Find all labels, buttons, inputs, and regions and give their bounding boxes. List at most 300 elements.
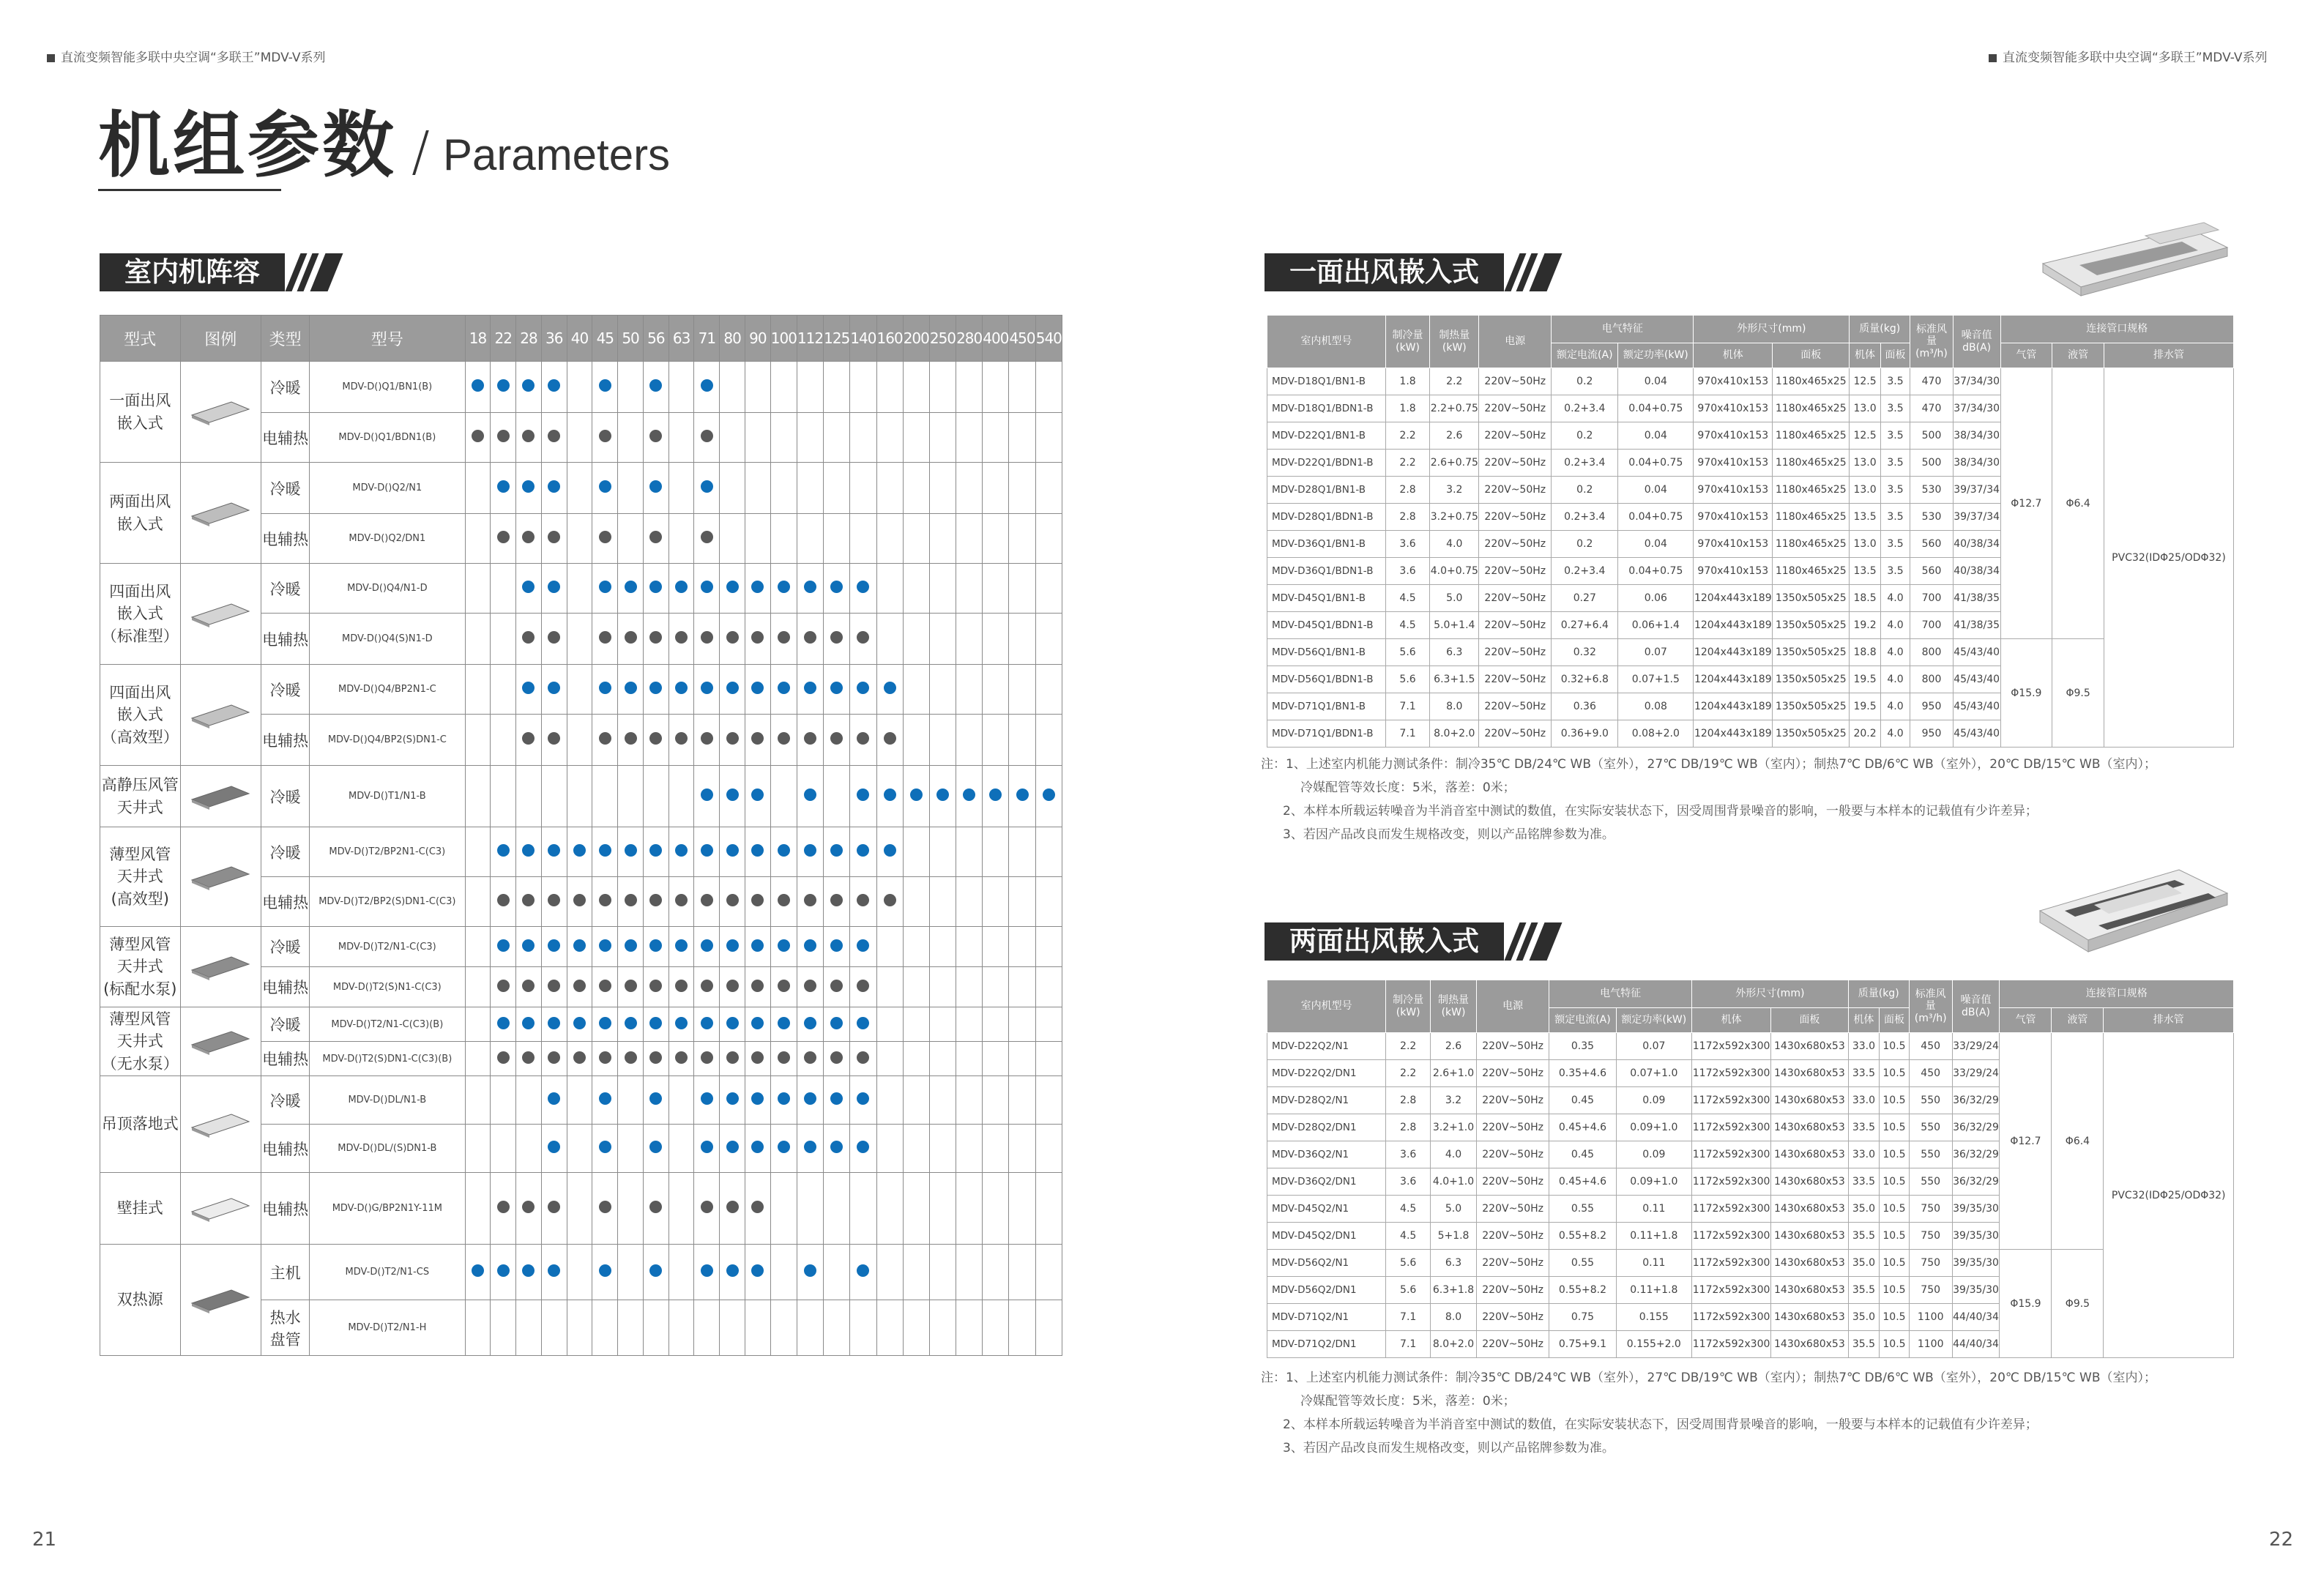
spec-cell: 45/43/40	[1953, 639, 2000, 666]
available-dot-blue	[726, 1264, 739, 1277]
spec-cell: 5.0+1.4	[1430, 612, 1479, 639]
capacity-cell	[1009, 827, 1035, 877]
spec-cell: 0.27+6.4	[1552, 612, 1618, 639]
model-number: MDV-D()Q1/BN1(B)	[310, 362, 465, 413]
capacity-cell	[903, 715, 929, 766]
capacity-header: 40	[567, 316, 592, 362]
spec-cell: 700	[1910, 585, 1954, 612]
available-dot-blue	[830, 1141, 843, 1153]
available-dot-blue	[778, 844, 790, 857]
capacity-cell	[592, 1245, 618, 1300]
capacity-cell	[1009, 362, 1035, 413]
capacity-cell	[770, 362, 797, 413]
function-type-label: 电辅热	[261, 1042, 310, 1076]
capacity-cell	[903, 1173, 929, 1245]
one-way-cassette-unit-image	[2036, 220, 2233, 300]
spec-cell: 1172x592x300	[1692, 1331, 1771, 1358]
capacity-cell	[850, 614, 876, 665]
function-type-label: 电辅热	[261, 715, 310, 766]
capacity-cell	[567, 413, 592, 463]
spec-cell: 35.0	[1848, 1250, 1880, 1277]
available-dot-blue	[778, 1141, 790, 1153]
available-dot-blue	[1043, 788, 1055, 801]
capacity-cell	[850, 1173, 876, 1245]
spec-cell: 1172x592x300	[1692, 1114, 1771, 1141]
capacity-cell	[956, 463, 983, 514]
capacity-cell	[797, 564, 823, 614]
spec-model: MDV-D22Q1/BDN1-B	[1267, 450, 1386, 477]
spec-cell: 1172x592x300	[1692, 1223, 1771, 1250]
capacity-cell	[541, 413, 567, 463]
lineup-row	[100, 1173, 1062, 1245]
model-number: MDV-D()T2/N1-H	[310, 1300, 465, 1356]
capacity-cell	[592, 1173, 618, 1245]
spec-model: MDV-D36Q2/N1	[1267, 1141, 1386, 1168]
spec-cell: 1100	[1909, 1331, 1952, 1358]
available-dot-blue	[804, 788, 816, 801]
capacity-cell	[541, 927, 567, 967]
capacity-header: 200	[903, 316, 929, 362]
capacity-cell	[824, 514, 850, 564]
spec-cell: 4.5	[1386, 1223, 1431, 1250]
spec-cell: 2.8	[1386, 1114, 1431, 1141]
available-dot-gray	[675, 894, 688, 906]
function-type-label: 冷暖	[261, 827, 310, 877]
spec-cell: 470	[1910, 368, 1954, 395]
th-panel-dim: 面板	[1773, 343, 1850, 368]
indoor-unit-icon	[189, 952, 252, 982]
available-dot-blue	[472, 379, 484, 392]
indoor-lineup-table	[100, 315, 1062, 1356]
capacity-cell	[694, 413, 720, 463]
spec-cell: 530	[1910, 477, 1954, 504]
capacity-cell	[745, 665, 771, 715]
spec-cell: 220V~50Hz	[1476, 1168, 1549, 1196]
capacity-cell	[720, 614, 745, 665]
available-dot-blue	[751, 682, 764, 694]
capacity-cell	[592, 665, 618, 715]
spec-model: MDV-D56Q1/BDN1-B	[1267, 666, 1386, 693]
available-dot-gray	[548, 894, 560, 906]
capacity-cell	[541, 362, 567, 413]
spec-cell: 0.75+9.1	[1549, 1331, 1616, 1358]
spec-model: MDV-D45Q2/N1	[1267, 1196, 1386, 1223]
capacity-cell	[929, 715, 956, 766]
th-drain: 排水管	[2104, 1008, 2234, 1033]
capacity-cell	[1035, 514, 1062, 564]
th-noise: 噪音值 dB(A)	[1953, 316, 2000, 368]
spec-cell: 970x410x153	[1694, 504, 1773, 531]
function-type-label: 电辅热	[261, 614, 310, 665]
available-dot-gray	[548, 531, 560, 543]
spec-cell: 0.2	[1552, 477, 1618, 504]
capacity-cell	[876, 877, 903, 927]
capacity-cell	[956, 362, 983, 413]
spec-cell: 41/38/35	[1953, 585, 2000, 612]
capacity-cell	[1009, 1173, 1035, 1245]
capacity-cell	[516, 827, 542, 877]
spec-cell: 0.75	[1549, 1304, 1616, 1331]
capacity-cell	[903, 1125, 929, 1173]
capacity-cell	[745, 766, 771, 827]
spec-cell: 0.04	[1618, 422, 1694, 450]
available-dot-blue	[857, 1092, 869, 1105]
function-type-label: 电辅热	[261, 413, 310, 463]
available-dot-gray	[804, 732, 816, 745]
capacity-header: 540	[1035, 316, 1062, 362]
spec-model: MDV-D36Q1/BDN1-B	[1267, 558, 1386, 585]
available-dot-blue	[804, 682, 816, 694]
capacity-header: 18	[465, 316, 491, 362]
capacity-cell	[929, 827, 956, 877]
available-dot-blue	[649, 1264, 662, 1277]
capacity-cell	[1009, 413, 1035, 463]
capacity-cell	[643, 766, 668, 827]
spec-cell: 12.5	[1850, 368, 1880, 395]
capacity-cell	[876, 827, 903, 877]
capacity-cell	[541, 1125, 567, 1173]
capacity-cell	[720, 927, 745, 967]
capacity-cell	[541, 665, 567, 715]
capacity-header: 100	[770, 316, 797, 362]
available-dot-blue	[857, 1264, 869, 1277]
available-dot-gray	[751, 1051, 764, 1064]
available-dot-gray	[548, 1201, 560, 1213]
spec-cell: 0.09+1.0	[1616, 1168, 1691, 1196]
page-number-right: 22	[2268, 1529, 2293, 1551]
two-way-cassette-spec-table	[1267, 980, 2234, 1358]
spec-cell: 33/29/24	[1952, 1033, 2000, 1060]
capacity-cell	[592, 715, 618, 766]
capacity-cell	[1035, 1125, 1062, 1173]
capacity-cell	[770, 877, 797, 927]
capacity-cell	[668, 665, 694, 715]
capacity-cell	[850, 827, 876, 877]
capacity-cell	[567, 1173, 592, 1245]
capacity-cell	[903, 564, 929, 614]
spec-cell: 220V~50Hz	[1476, 1304, 1549, 1331]
capacity-cell	[491, 614, 516, 665]
capacity-cell	[797, 827, 823, 877]
capacity-cell	[516, 1076, 542, 1125]
spec-cell: 4.5	[1385, 612, 1430, 639]
available-dot-blue	[497, 844, 510, 857]
capacity-cell	[720, 766, 745, 827]
capacity-cell	[592, 564, 618, 614]
capacity-cell	[876, 413, 903, 463]
spec-cell: 0.27	[1552, 585, 1618, 612]
capacity-cell	[465, 1245, 491, 1300]
available-dot-blue	[599, 379, 611, 392]
spec-cell: 970x410x153	[1694, 531, 1773, 558]
page-title-cn: 机组参数	[98, 104, 398, 187]
unit-type-label: 双热源	[100, 1245, 181, 1356]
capacity-cell	[491, 766, 516, 827]
spec-model: MDV-D22Q1/BN1-B	[1267, 422, 1386, 450]
available-dot-blue	[649, 480, 662, 493]
capacity-cell	[541, 766, 567, 827]
capacity-cell	[694, 665, 720, 715]
spec-cell: 1430x680x53	[1771, 1277, 1848, 1304]
capacity-cell	[694, 766, 720, 827]
spec-cell: 3.5	[1880, 450, 1910, 477]
capacity-cell	[516, 1300, 542, 1356]
capacity-cell	[643, 564, 668, 614]
indoor-unit-icon	[189, 862, 252, 892]
available-dot-gray	[701, 894, 713, 906]
spec-cell: 220V~50Hz	[1479, 368, 1552, 395]
spec-cell: 13.0	[1850, 395, 1880, 422]
model-number: MDV-D()T2/N1-CS	[310, 1245, 465, 1300]
capacity-cell	[824, 413, 850, 463]
available-dot-blue	[701, 581, 713, 593]
available-dot-blue	[649, 939, 662, 952]
col-image: 图例	[180, 316, 261, 362]
unit-image-cell	[180, 463, 261, 564]
capacity-cell	[850, 564, 876, 614]
spec-cell: 220V~50Hz	[1479, 558, 1552, 585]
capacity-cell	[797, 1042, 823, 1076]
unit-image-cell	[180, 362, 261, 463]
capacity-cell	[592, 877, 618, 927]
spec-cell: 1350x505x25	[1773, 585, 1850, 612]
available-dot-gray	[701, 980, 713, 992]
spec-cell: 1204x443x189	[1694, 585, 1773, 612]
spec-cell: 4.0	[1880, 612, 1910, 639]
square-bullet-icon	[1989, 54, 1997, 62]
capacity-cell	[1009, 1300, 1035, 1356]
spec-cell: 0.55	[1549, 1196, 1616, 1223]
capacity-cell	[465, 1042, 491, 1076]
capacity-cell	[567, 1300, 592, 1356]
available-dot-blue	[804, 581, 816, 593]
spec-cell: 0.07+1.0	[1616, 1060, 1691, 1087]
capacity-cell	[745, 967, 771, 1007]
capacity-cell	[643, 665, 668, 715]
spec-cell: 220V~50Hz	[1476, 1114, 1549, 1141]
running-header-right: 直流变频智能多联中央空调“多联王”MDV-V系列	[1989, 47, 2267, 65]
spec-cell: 33/29/24	[1952, 1060, 2000, 1087]
spec-cell: 35.0	[1848, 1304, 1880, 1331]
capacity-cell	[491, 413, 516, 463]
available-dot-gray	[726, 1051, 739, 1064]
available-dot-gray	[599, 1201, 611, 1213]
capacity-cell	[797, 927, 823, 967]
available-dot-blue	[573, 844, 586, 857]
spec-cell: 0.07	[1616, 1033, 1691, 1060]
spec-model: MDV-D56Q1/BN1-B	[1267, 639, 1386, 666]
capacity-cell	[929, 463, 956, 514]
model-number: MDV-D()T2/N1-C(C3)	[310, 927, 465, 967]
spec-cell: 7.1	[1385, 720, 1430, 748]
available-dot-blue	[701, 844, 713, 857]
spec-cell: 0.2+3.4	[1552, 504, 1618, 531]
spec-cell: 1172x592x300	[1692, 1168, 1771, 1196]
available-dot-blue	[701, 1141, 713, 1153]
spec-cell: 560	[1910, 531, 1954, 558]
available-dot-blue	[751, 1264, 764, 1277]
th-heat: 制热量 (kW)	[1430, 316, 1479, 368]
spec-cell: 3.6	[1385, 531, 1430, 558]
function-type-label: 热水 盘管	[261, 1300, 310, 1356]
capacity-cell	[465, 514, 491, 564]
capacity-cell	[567, 1076, 592, 1125]
capacity-cell	[618, 1042, 644, 1076]
spec-cell: 37/34/30	[1953, 395, 2000, 422]
capacity-cell	[618, 1007, 644, 1042]
capacity-cell	[797, 514, 823, 564]
available-dot-gray	[497, 894, 510, 906]
capacity-cell	[592, 927, 618, 967]
capacity-cell	[618, 362, 644, 413]
capacity-cell	[903, 1300, 929, 1356]
capacity-cell	[1035, 1300, 1062, 1356]
available-dot-blue	[701, 939, 713, 952]
capacity-cell	[983, 927, 1009, 967]
available-dot-gray	[548, 732, 560, 745]
spec-cell: 3.5	[1880, 504, 1910, 531]
th-dimensions: 外形尺寸(mm)	[1692, 980, 1849, 1008]
spec-cell: 1430x680x53	[1771, 1060, 1848, 1087]
capacity-cell	[541, 967, 567, 1007]
spec1-banner: 一面出风嵌入式	[1265, 253, 1554, 291]
available-dot-gray	[778, 732, 790, 745]
available-dot-gray	[573, 980, 586, 992]
capacity-cell	[1035, 1042, 1062, 1076]
available-dot-blue	[884, 844, 896, 857]
capacity-cell	[824, 967, 850, 1007]
spec-cell: 0.155+2.0	[1616, 1331, 1691, 1358]
available-dot-gray	[857, 1051, 869, 1064]
spec-cell: 0.45	[1549, 1141, 1616, 1168]
model-number: MDV-D()DL/N1-B	[310, 1076, 465, 1125]
model-number: MDV-D()Q4/BP2N1-C	[310, 665, 465, 715]
spec-cell: 18.5	[1850, 585, 1880, 612]
available-dot-gray	[573, 1051, 586, 1064]
available-dot-blue	[778, 1092, 790, 1105]
available-dot-blue	[599, 1264, 611, 1277]
spec-cell: 0.2	[1552, 531, 1618, 558]
capacity-cell	[643, 1245, 668, 1300]
spec-cell: 0.55+8.2	[1549, 1223, 1616, 1250]
unit-image-cell	[180, 665, 261, 766]
capacity-cell	[643, 614, 668, 665]
capacity-cell	[850, 362, 876, 413]
available-dot-gray	[726, 980, 739, 992]
indoor-unit-icon	[189, 1027, 252, 1056]
spec-model: MDV-D71Q1/BN1-B	[1267, 693, 1386, 720]
spec-cell: 800	[1910, 639, 1954, 666]
capacity-header: 90	[745, 316, 771, 362]
available-dot-gray	[625, 980, 637, 992]
capacity-cell	[1009, 614, 1035, 665]
capacity-cell	[643, 413, 668, 463]
capacity-cell	[541, 715, 567, 766]
capacity-cell	[929, 1125, 956, 1173]
available-dot-gray	[751, 631, 764, 644]
capacity-cell	[618, 1245, 644, 1300]
capacity-cell	[491, 715, 516, 766]
spec-cell: 0.45+4.6	[1549, 1168, 1616, 1196]
capacity-cell	[465, 463, 491, 514]
spec-cell: 220V~50Hz	[1479, 720, 1552, 748]
capacity-cell	[541, 1007, 567, 1042]
capacity-cell	[983, 715, 1009, 766]
capacity-cell	[541, 463, 567, 514]
capacity-cell	[541, 1042, 567, 1076]
capacity-cell	[929, 967, 956, 1007]
spec-cell: 13.0	[1850, 477, 1880, 504]
th-power-input: 额定功率(kW)	[1618, 343, 1694, 368]
available-dot-blue	[830, 939, 843, 952]
capacity-cell	[956, 927, 983, 967]
capacity-cell	[929, 1245, 956, 1300]
spec-row	[1267, 1250, 2234, 1277]
available-dot-blue	[778, 581, 790, 593]
capacity-cell	[694, 1007, 720, 1042]
capacity-cell	[491, 1300, 516, 1356]
capacity-cell	[876, 665, 903, 715]
capacity-cell	[1035, 715, 1062, 766]
capacity-header: 450	[1009, 316, 1035, 362]
function-type-label: 电辅热	[261, 967, 310, 1007]
spec-row	[1267, 639, 2234, 666]
available-dot-blue	[599, 1092, 611, 1105]
spec-model: MDV-D71Q1/BDN1-B	[1267, 720, 1386, 748]
available-dot-blue	[548, 939, 560, 952]
capacity-cell	[770, 1173, 797, 1245]
available-dot-gray	[599, 531, 611, 543]
spec-cell: 10.5	[1880, 1060, 1910, 1087]
capacity-cell	[720, 362, 745, 413]
capacity-cell	[850, 1300, 876, 1356]
th-gas: 气管	[2000, 343, 2052, 368]
unit-type-label: 一面出风 嵌入式	[100, 362, 181, 463]
capacity-cell	[592, 413, 618, 463]
spec-cell: 3.6	[1386, 1141, 1431, 1168]
spec-cell: 8.0+2.0	[1431, 1331, 1477, 1358]
function-type-label: 冷暖	[261, 665, 310, 715]
spec-model: MDV-D36Q2/DN1	[1267, 1168, 1386, 1196]
capacity-cell	[797, 967, 823, 1007]
spec-cell: 0.45	[1549, 1087, 1616, 1114]
function-type-label: 冷暖	[261, 1007, 310, 1042]
capacity-cell	[1035, 967, 1062, 1007]
capacity-cell	[876, 1042, 903, 1076]
capacity-cell	[903, 413, 929, 463]
spec-cell: 4.5	[1386, 1196, 1431, 1223]
spec-row	[1267, 368, 2234, 395]
available-dot-blue	[548, 1092, 560, 1105]
capacity-cell	[745, 362, 771, 413]
capacity-cell	[824, 1173, 850, 1245]
capacity-header: 250	[929, 316, 956, 362]
spec-cell: 750	[1909, 1223, 1952, 1250]
available-dot-blue	[726, 1092, 739, 1105]
capacity-cell	[516, 463, 542, 514]
spec-cell: 1350x505x25	[1773, 612, 1850, 639]
capacity-cell	[618, 766, 644, 827]
available-dot-blue	[649, 1141, 662, 1153]
spec-cell: 6.3+1.8	[1431, 1277, 1477, 1304]
available-dot-gray	[830, 631, 843, 644]
function-type-label: 冷暖	[261, 927, 310, 967]
spec-cell: 4.0	[1880, 720, 1910, 748]
spec-cell: 970x410x153	[1694, 450, 1773, 477]
capacity-cell	[541, 1245, 567, 1300]
spec-cell: 3.6	[1386, 1168, 1431, 1196]
capacity-cell	[643, 715, 668, 766]
